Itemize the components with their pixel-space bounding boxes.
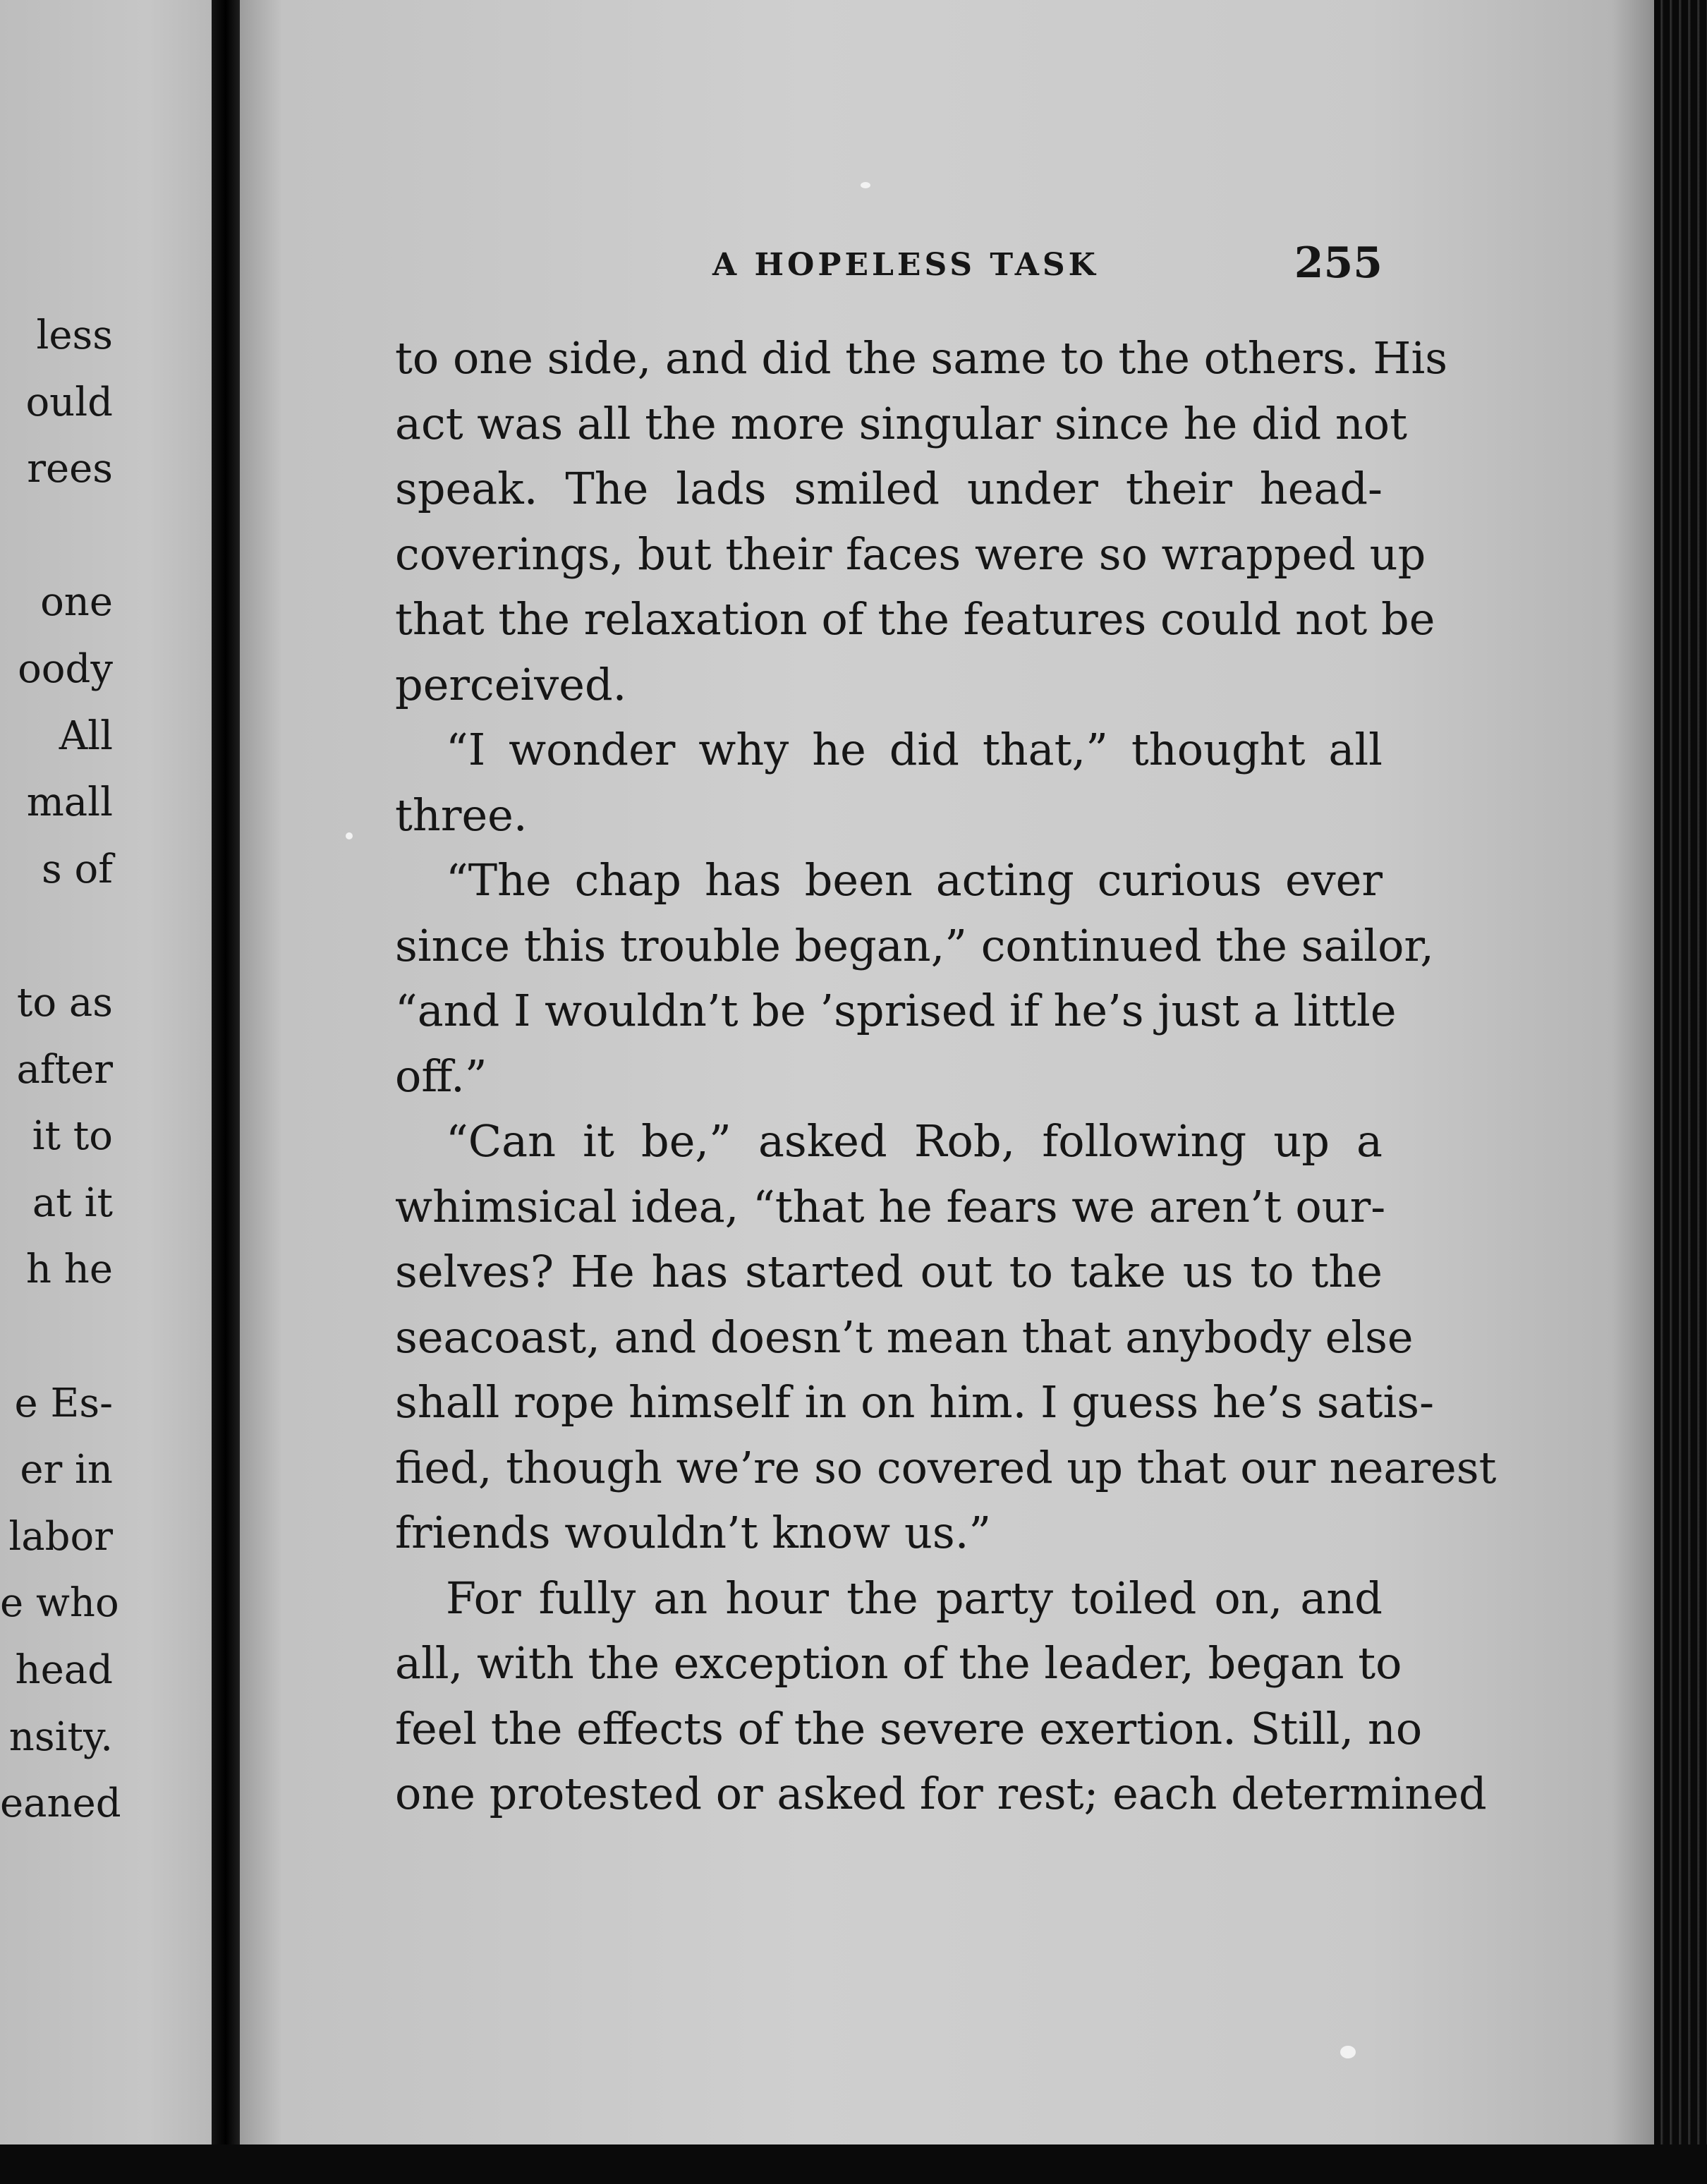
text-line: act was all the more singular since he did not [395, 397, 1408, 449]
text-line: that the relaxation of the features could not be [395, 593, 1435, 645]
left-page-fragment: rees [27, 446, 113, 492]
text-line: friends wouldn’t know us.” [395, 1507, 992, 1558]
paper-speck [1340, 2046, 1356, 2058]
scan-bottom-shadow [0, 2144, 1707, 2184]
text-line: “Can it be,” asked Rob, following up a [446, 1115, 1383, 1167]
text-line: all, with the exception of the leader, began to [395, 1637, 1402, 1689]
left-page-fragment: labor [8, 1513, 113, 1560]
text-line: since this trouble began,” continued the sailor, [395, 919, 1434, 971]
left-page-edge [0, 0, 212, 2144]
running-title: A HOPELESS TASK [712, 247, 1099, 283]
text-line: “The chap has been acting curious ever [446, 854, 1383, 906]
page-number: 255 [1294, 238, 1383, 288]
text-line: feel the effects of the severe exertion. Still, no [395, 1702, 1423, 1754]
text-line: seacoast, and doesn’t mean that anybody else [395, 1311, 1414, 1363]
text-line: to one side, and did the same to the others. His [395, 332, 1448, 384]
left-page-fragment: h he [25, 1246, 113, 1293]
left-page-fragment: eaned [0, 1780, 121, 1827]
left-page-fragment: s of [42, 846, 113, 892]
left-page-fragment: it to [32, 1113, 113, 1160]
left-page-fragment: to as [16, 980, 113, 1026]
text-line: “and I wouldn’t be ’sprised if he’s just a little [395, 985, 1397, 1036]
left-page-fragment: er in [20, 1447, 113, 1493]
text-line: whimsical idea, “that he fears we aren’t our- [395, 1180, 1386, 1232]
text-line: off.” [395, 1050, 487, 1102]
text-line: speak. The lads smiled under their head- [395, 463, 1383, 514]
left-page-fragment: one [40, 579, 113, 626]
page-body-text [395, 326, 1497, 1827]
text-line: For fully an hour the party toiled on, and [446, 1572, 1383, 1624]
left-page-fragment: ould [25, 379, 113, 425]
left-page-fragment: at it [32, 1179, 113, 1226]
text-line: fied, though we’re so covered up that our nearest [395, 1441, 1497, 1493]
page-header [712, 238, 1383, 288]
book-gutter [212, 0, 240, 2184]
left-page-fragment: less [36, 313, 113, 358]
left-page-fragment: nsity. [8, 1713, 113, 1760]
left-page-fragment: e Es- [14, 1380, 113, 1426]
left-page-fragment: after [16, 1046, 113, 1093]
left-page-fragment: mall [26, 779, 113, 826]
text-line: coverings, but their faces were so wrapped up [395, 528, 1426, 580]
text-line: “I wonder why he did that,” thought all [446, 724, 1383, 775]
text-line: one protested or asked for rest; each determined [395, 1768, 1487, 1819]
left-page-fragment: e who [0, 1580, 119, 1627]
paper-speck [861, 182, 870, 188]
page-edges [1654, 0, 1707, 2184]
text-line: shall rope himself in on him. I guess he’s satis- [395, 1376, 1435, 1428]
left-page-fragment: All [59, 712, 113, 759]
left-page-fragment: head [15, 1647, 113, 1693]
text-line: three. [395, 789, 528, 841]
text-line: perceived. [395, 658, 627, 710]
text-line: selves? He has started out to take us to the [395, 1246, 1383, 1297]
left-page-fragment: oody [18, 646, 113, 692]
paper-speck [346, 832, 353, 839]
